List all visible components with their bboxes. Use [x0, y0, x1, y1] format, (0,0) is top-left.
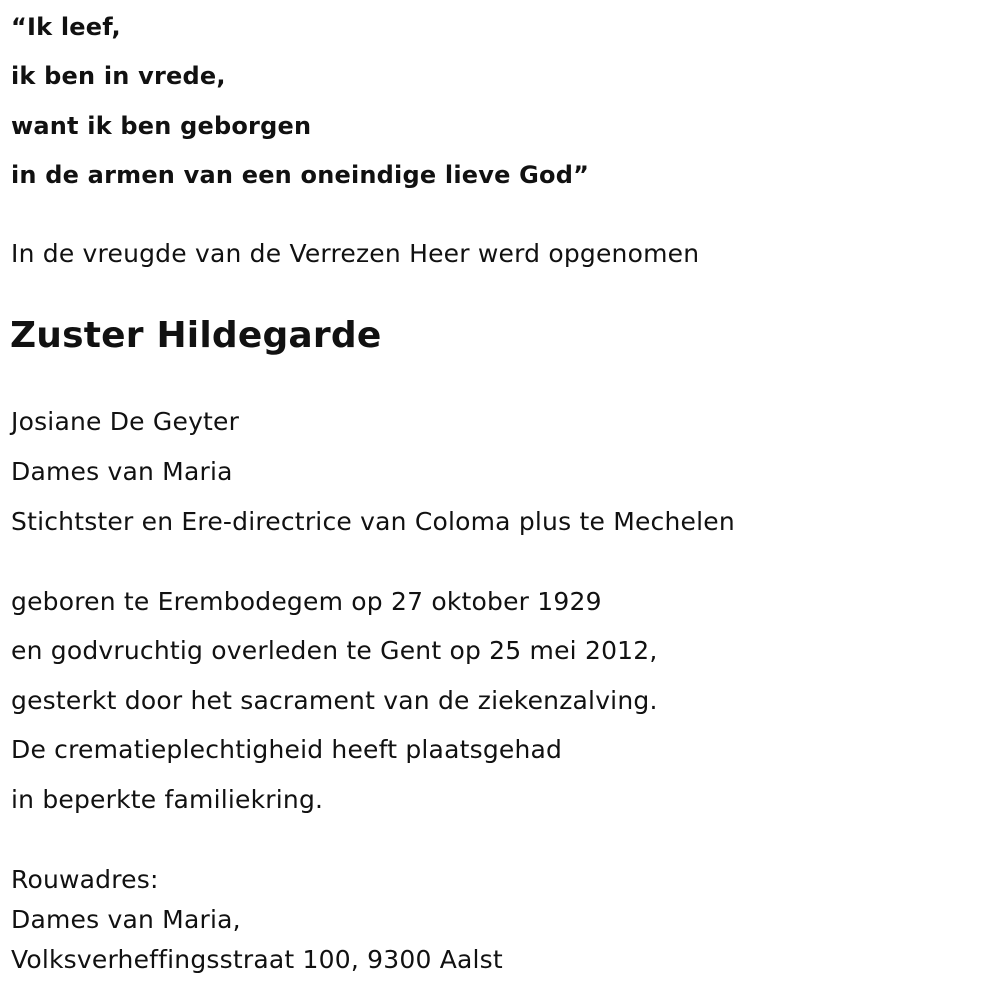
details-line-2: en godvruchtig overleden te Gent op 25 mei 2012, — [11, 636, 658, 665]
details-line-1: geboren te Erembodegem op 27 oktober 1929 — [11, 587, 602, 616]
address-line-1: Dames van Maria, — [11, 905, 241, 934]
address-label: Rouwadres: — [11, 865, 159, 894]
quote-line-1: “Ik leef, — [11, 13, 121, 41]
deceased-name: Zuster Hildegarde — [10, 315, 382, 356]
details-line-4: De crematieplechtigheid heeft plaatsgehad — [11, 735, 563, 764]
details-line-5: in beperkte familiekring. — [11, 785, 324, 814]
address-line-2: Volksverheffingsstraat 100, 9300 Aalst — [11, 945, 503, 974]
details-line-3: gesterkt door het sacrament van de ziekenzalving. — [11, 686, 658, 715]
identity-line-3: Stichtster en Ere-directrice van Coloma plus te Mechelen — [11, 507, 735, 536]
intro-text: In de vreugde van de Verrezen Heer werd opgenomen — [11, 239, 700, 268]
quote-line-4: in de armen van een oneindige lieve God” — [11, 161, 590, 189]
quote-line-3: want ik ben geborgen — [11, 112, 312, 140]
identity-line-1: Josiane De Geyter — [11, 407, 240, 436]
quote-line-2: ik ben in vrede, — [11, 62, 226, 90]
identity-line-2: Dames van Maria — [11, 457, 233, 486]
